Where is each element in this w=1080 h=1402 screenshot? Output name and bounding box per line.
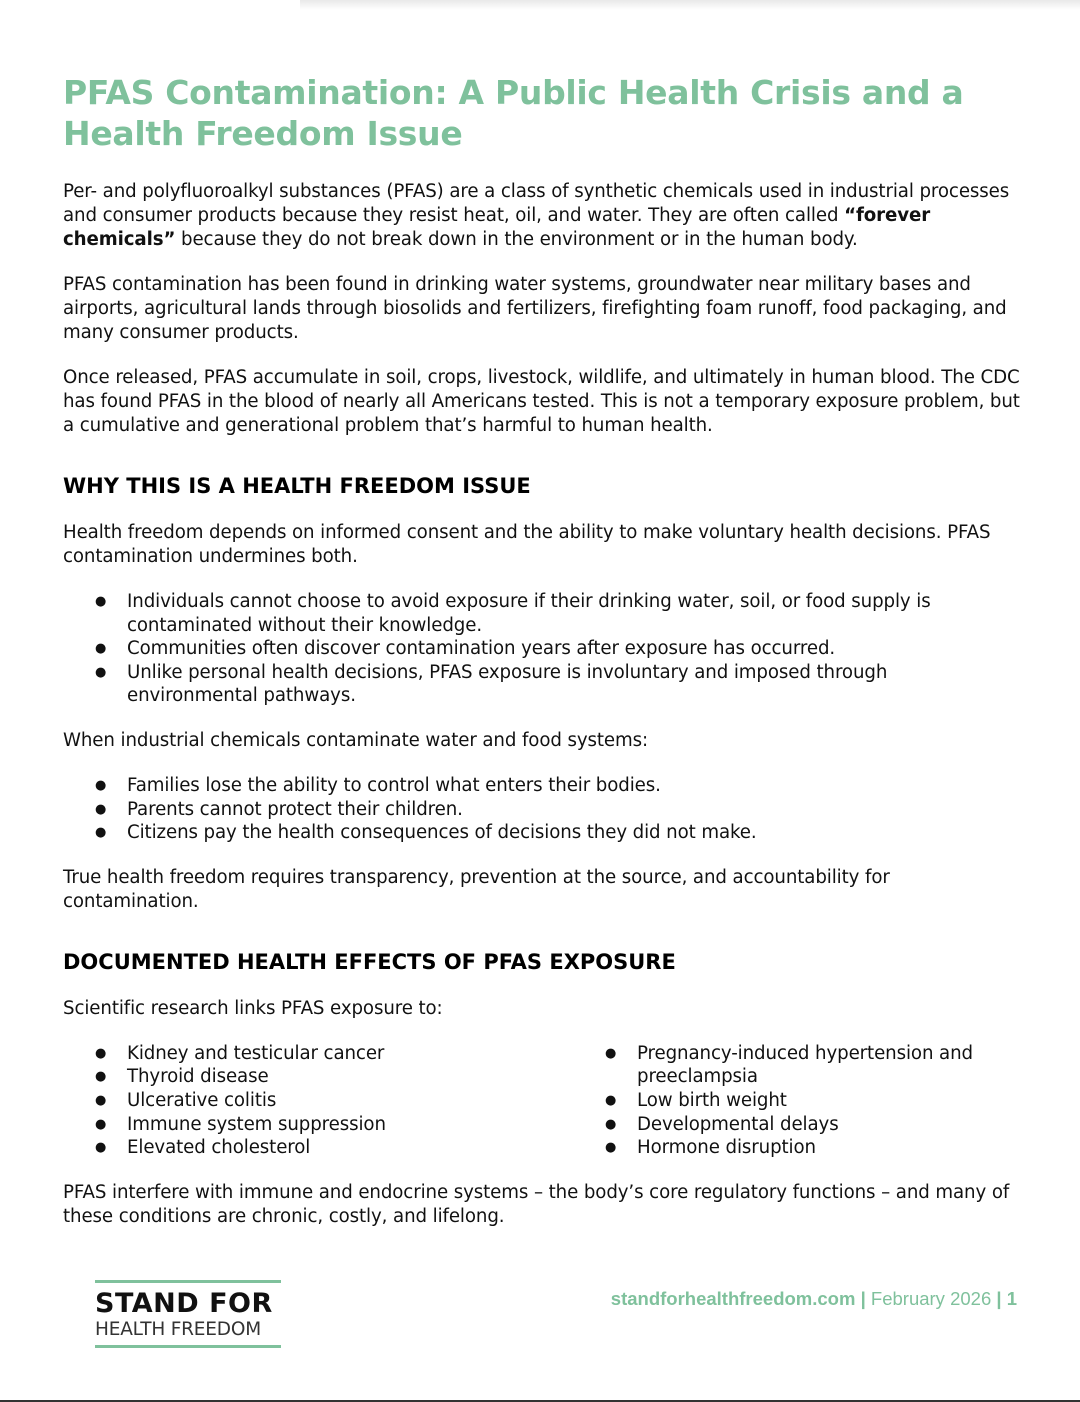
list-item: ● Individuals cannot choose to avoid exposure if their drinking water, soil, or food supply is contaminated without their knowledge. — [127, 590, 1023, 637]
health-effects-intro: Scientific research links PFAS exposure to: — [63, 997, 443, 1019]
intro-text-b: because they do not break down in the environment or in the human body. — [175, 229, 858, 250]
page-number: 1 — [1006, 1288, 1017, 1309]
page-title: PFAS Contamination: A Public Health Crisis and a Health Freedom Issue — [63, 73, 964, 153]
list-item: ● Low birth weight — [637, 1089, 1023, 1113]
list-item: ● Immune system suppression — [127, 1113, 573, 1137]
health-effects-closing: PFAS interfere with immune and endocrine systems – the body’s core regulatory functions – and many of these conditions are chronic, costly, and lifelong. — [63, 1181, 1010, 1227]
logo-text-bottom: HEALTH FREEDOM — [95, 1319, 261, 1340]
health-effects-columns — [63, 1042, 1023, 1160]
consequences-list — [63, 774, 1023, 845]
health-freedom-paragraph-1: Health freedom depends on informed consent and the ability to make voluntary health decisions. PFAS contamination undermines both. — [63, 522, 991, 567]
list-item: ● Kidney and testicular cancer — [127, 1042, 573, 1066]
footer-separator-2: | — [991, 1288, 1007, 1309]
logo-bottom-rule — [95, 1345, 281, 1348]
health-effects-list-right — [573, 1042, 1023, 1160]
top-edge-shadow — [300, 0, 1080, 10]
section-heading-health-freedom: WHY THIS IS A HEALTH FREEDOM ISSUE — [63, 474, 531, 498]
document-page — [63, 72, 1023, 1250]
list-item: ● Developmental delays — [637, 1113, 1023, 1137]
health-effects-list-left — [63, 1042, 573, 1160]
logo-top-rule — [95, 1280, 281, 1283]
health-freedom-paragraph-3: True health freedom requires transparency, prevention at the source, and accountability for contamination. — [63, 866, 890, 912]
involuntary-exposure-list — [63, 590, 1023, 708]
footer-separator-1: | — [855, 1288, 871, 1309]
list-item: ● Communities often discover contamination years after exposure has occurred. — [127, 637, 1023, 661]
list-item: ● Ulcerative colitis — [127, 1089, 573, 1113]
list-item: ● Unlike personal health decisions, PFAS exposure is involuntary and imposed through environmental pathways. — [127, 661, 1023, 708]
intro-paragraph-3: Once released, PFAS accumulate in soil, crops, livestock, wildlife, and ultimately in human blood. The CDC has found PFAS in the blood of nearly all Americans tested. This is not a temporary exposure problem, but a cumulative and generational problem that’s harmful to human health. — [63, 367, 1020, 436]
logo-text-top: STAND FOR — [95, 1288, 273, 1319]
forever-chemicals-term: “forever chemicals” — [63, 205, 931, 250]
list-item: ● Thyroid disease — [127, 1065, 573, 1089]
section-heading-health-effects: DOCUMENTED HEALTH EFFECTS OF PFAS EXPOSURE — [63, 949, 676, 974]
list-item: ● Citizens pay the health consequences of decisions they did not make. — [127, 821, 1023, 845]
list-item: ● Families lose the ability to control what enters their bodies. — [127, 774, 1023, 798]
intro-paragraph-2: PFAS contamination has been found in drinking water systems, groundwater near military bases and airports, agricultural lands through biosolids and fertilizers, firefighting foam runoff, food packaging, and many consumer products. — [63, 274, 1007, 343]
stand-for-health-freedom-logo — [95, 1280, 285, 1348]
list-item: ● Elevated cholesterol — [127, 1136, 573, 1160]
health-effects-right-column — [573, 1042, 1023, 1160]
health-freedom-paragraph-2: When industrial chemicals contaminate water and food systems: — [63, 729, 649, 751]
footer-date: February 2026 — [870, 1288, 992, 1309]
footer-site-link[interactable]: standforhealthfreedom.com — [610, 1288, 856, 1309]
footer-info — [611, 1288, 1017, 1310]
health-effects-left-column — [63, 1042, 573, 1160]
intro-paragraph-1 — [63, 180, 1023, 252]
intro-text-a: Per- and polyfluoroalkyl substances (PFAS) are a class of synthetic chemicals used in industrial processes and consumer products because they resist heat, oil, and water. They are often called — [63, 181, 1010, 226]
list-item: ● Parents cannot protect their children. — [127, 798, 1023, 822]
list-item: ● Pregnancy-induced hypertension and preeclampsia — [637, 1042, 1023, 1089]
list-item: ● Hormone disruption — [637, 1136, 1023, 1160]
